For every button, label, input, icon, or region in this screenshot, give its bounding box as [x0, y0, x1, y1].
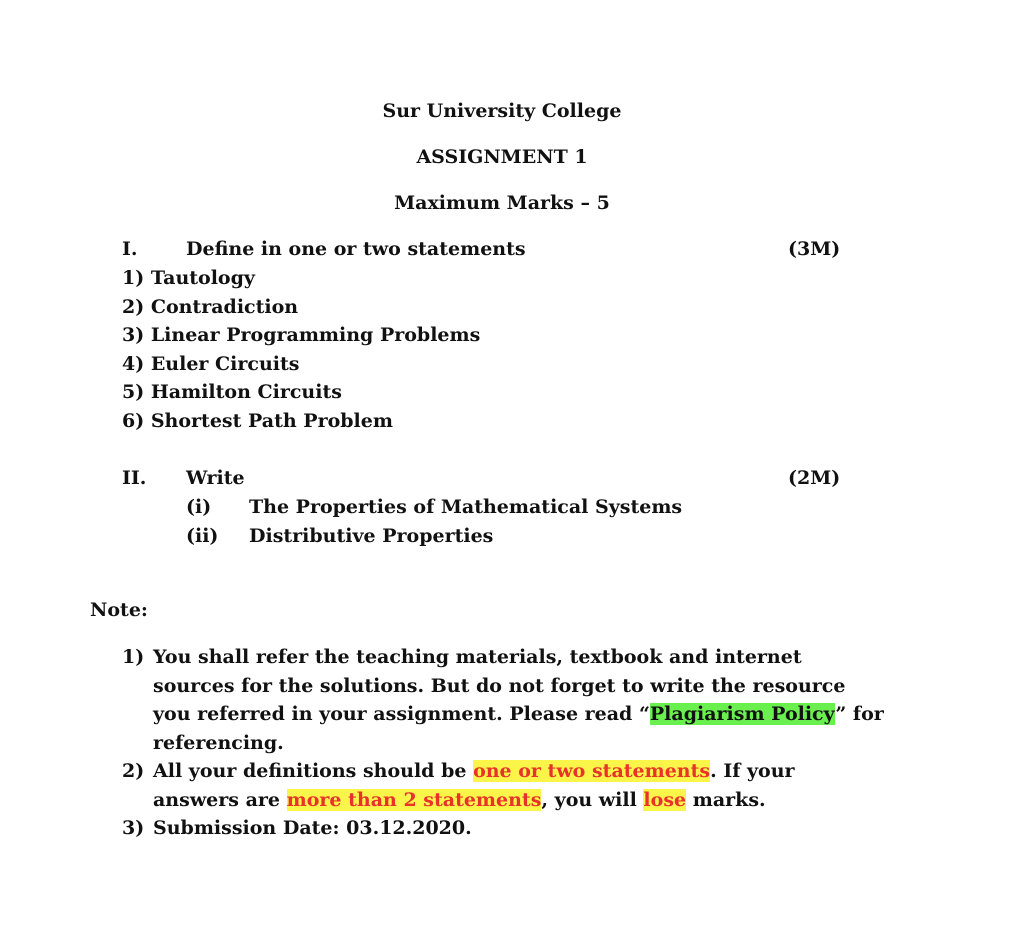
sub-item-number: (ii): [186, 525, 219, 547]
sub-item-number: (i): [186, 496, 212, 518]
note-2-text: answers are: [153, 789, 287, 811]
section-1-numeral: I.: [122, 238, 138, 260]
plagiarism-policy-highlight: Plagiarism Policy: [649, 703, 836, 725]
list-item: 5) Hamilton Circuits: [122, 381, 342, 403]
note-2-number: 2): [122, 760, 145, 782]
note-1-line: sources for the solutions. But do not forget to write the resource: [153, 675, 846, 697]
note-1-number: 1): [122, 646, 145, 668]
note-2-text: , you will: [541, 789, 644, 811]
note-2-text: All your definitions should be: [153, 760, 474, 782]
assignment-title: ASSIGNMENT 1: [416, 146, 588, 168]
note-2-text: . If your: [710, 760, 795, 782]
college-name: Sur University College: [382, 100, 622, 122]
note-1-text: you referred in your assignment. Please read “: [153, 703, 650, 725]
list-item: 3) Linear Programming Problems: [122, 324, 481, 346]
note-2-line: [153, 788, 766, 812]
note-3-number: 3): [122, 817, 145, 839]
submission-date: Submission Date: 03.12.2020.: [153, 817, 472, 839]
sub-item-text: The Properties of Mathematical Systems: [249, 496, 683, 518]
note-1-line: [153, 702, 884, 726]
statements-highlight: one or two statements: [473, 760, 711, 782]
note-2-line: [153, 759, 795, 783]
section-2-marks: (2M): [788, 467, 841, 489]
note-1-text: ” for: [835, 703, 884, 725]
section-2-numeral: II.: [122, 467, 147, 489]
lose-highlight: lose: [643, 789, 687, 811]
sub-item-text: Distributive Properties: [249, 525, 494, 547]
list-item: 2) Contradiction: [122, 296, 299, 318]
more-than-highlight: more than 2 statements: [286, 789, 542, 811]
maximum-marks: Maximum Marks – 5: [394, 192, 610, 214]
list-item: 6) Shortest Path Problem: [122, 410, 393, 432]
section-1-marks: (3M): [788, 238, 841, 260]
note-title: Note:: [90, 599, 148, 621]
list-item: 4) Euler Circuits: [122, 353, 300, 375]
note-2-text: marks.: [686, 789, 766, 811]
note-1-line: referencing.: [153, 732, 284, 754]
note-1-line: You shall refer the teaching materials, textbook and internet: [153, 646, 802, 668]
section-1-heading: Define in one or two statements: [186, 238, 526, 260]
section-2-heading: Write: [186, 467, 245, 489]
list-item: 1) Tautology: [122, 267, 255, 289]
